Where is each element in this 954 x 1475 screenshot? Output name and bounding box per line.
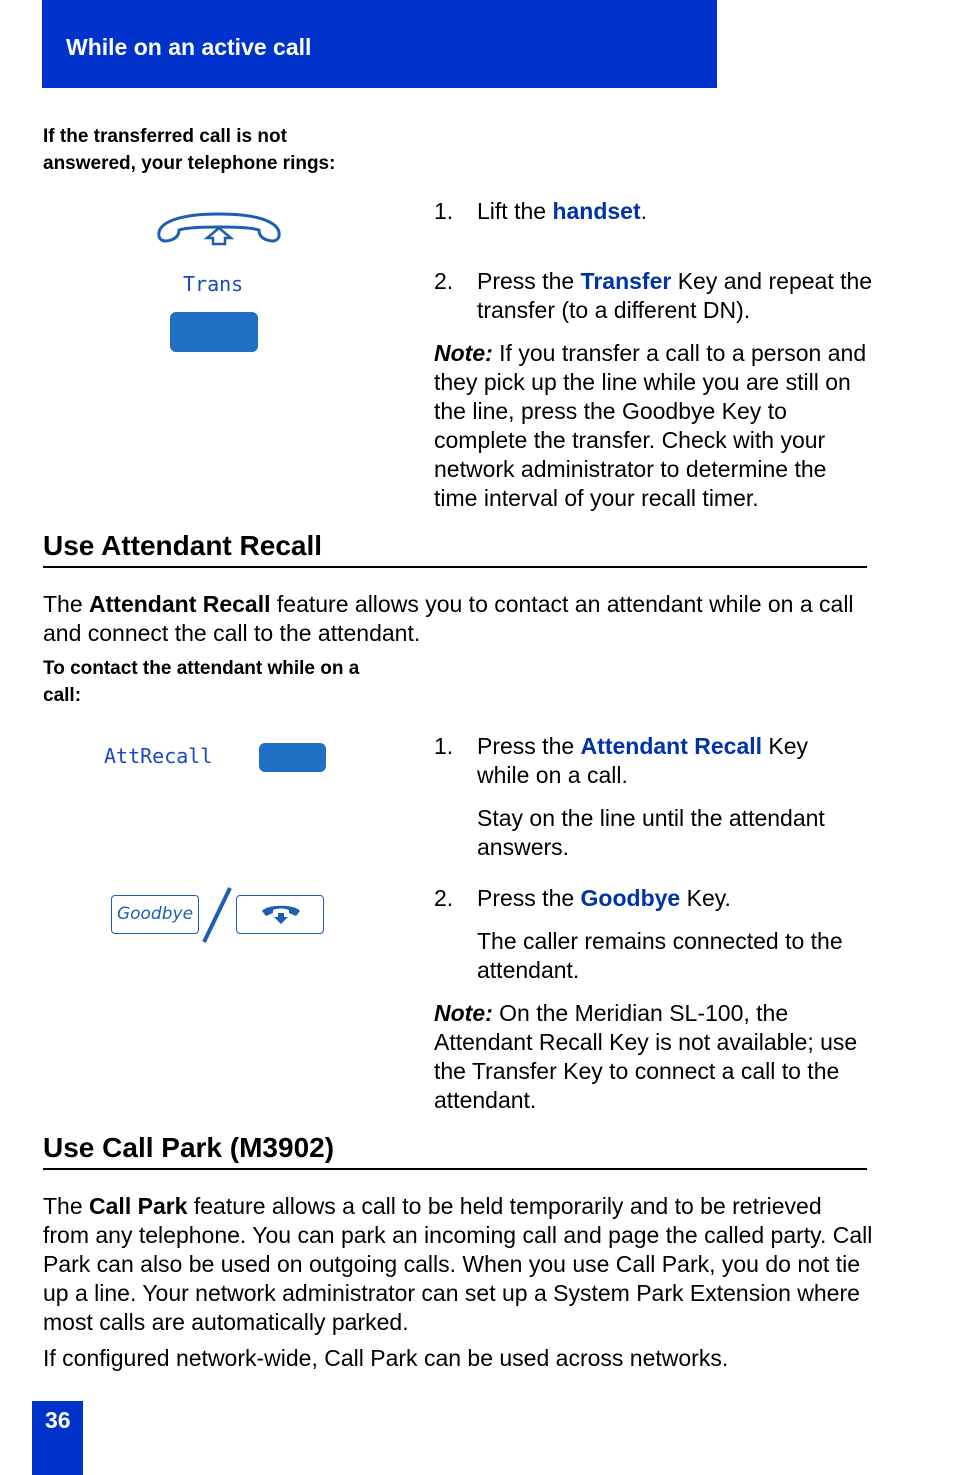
- callpark-para2: If configured network-wide, Call Park can be used across networks.: [43, 1345, 729, 1371]
- release-handset-icon: [259, 902, 303, 926]
- trans-display-label: Trans: [183, 272, 244, 296]
- attendant-step1-text: Press the Attendant Recall Key while on a call.: [477, 733, 809, 788]
- attendant-step1-number: 1.: [434, 733, 454, 759]
- callpark-section-title: Use Call Park (M3902): [43, 1132, 867, 1170]
- attendant-note: Note: On the Meridian SL-100, the Attendant Recall Key is not available; use the Transfer Key to connect a call to the attendant.: [434, 1000, 858, 1113]
- goodbye-keyword: Goodbye: [580, 885, 681, 911]
- attendant-step2-text: Press the Goodbye Key.: [477, 885, 731, 911]
- goodbye-key-label: Goodbye: [116, 904, 194, 924]
- attendant-step1-sub: Stay on the line until the attendant answers.: [477, 805, 825, 860]
- attendant-side-label: To contact the attendant while on a call:: [43, 658, 360, 706]
- attendant-recall-keyword: Attendant Recall: [580, 733, 763, 759]
- attendant-intro: The Attendant Recall feature allows you to contact an attendant while on a call and connect the call to the attendant.: [43, 591, 854, 646]
- trans-softkey[interactable]: [170, 312, 258, 352]
- handset-icon: [155, 206, 283, 250]
- attrecall-display-label: AttRecall: [104, 744, 213, 768]
- page-number: 36: [45, 1407, 71, 1433]
- attendant-step2-number: 2.: [434, 885, 454, 911]
- transfer-side-label: If the transferred call is not answered, your telephone rings:: [43, 126, 336, 174]
- handset-keyword: handset: [552, 198, 641, 224]
- transfer-step1-number: 1.: [434, 198, 454, 224]
- transfer-step2-text: Press the Transfer Key and repeat the transfer (to a different DN).: [477, 268, 873, 323]
- transfer-step1-text: Lift the handset.: [477, 198, 648, 224]
- attrecall-softkey[interactable]: [259, 743, 326, 772]
- attendant-section-title: Use Attendant Recall: [43, 530, 867, 568]
- attendant-step2-sub: The caller remains connected to the attendant.: [477, 928, 843, 983]
- transfer-step2-number: 2.: [434, 268, 454, 294]
- transfer-keyword: Transfer: [580, 268, 672, 294]
- transfer-note: Note: If you transfer a call to a person and they pick up the line while you are still on the line, press the Goodbye Key to complete the transfer. Check with your network administrator to determine the time interval of your recall timer.: [434, 340, 867, 511]
- goodbye-key[interactable]: [111, 895, 199, 934]
- page-header-title: While on an active call: [66, 34, 312, 60]
- slash-divider-icon: [200, 885, 234, 945]
- release-key[interactable]: [236, 895, 324, 934]
- callpark-intro: The Call Park feature allows a call to be held temporarily and to be retrieved from any telephone. You can park an incoming call and page the called party. Call Park can also be used on outgoing calls. When you use Call Park, you do not tie up a line. Your network administrator can set up a System Park Extension where most calls are automatically parked.: [43, 1193, 873, 1335]
